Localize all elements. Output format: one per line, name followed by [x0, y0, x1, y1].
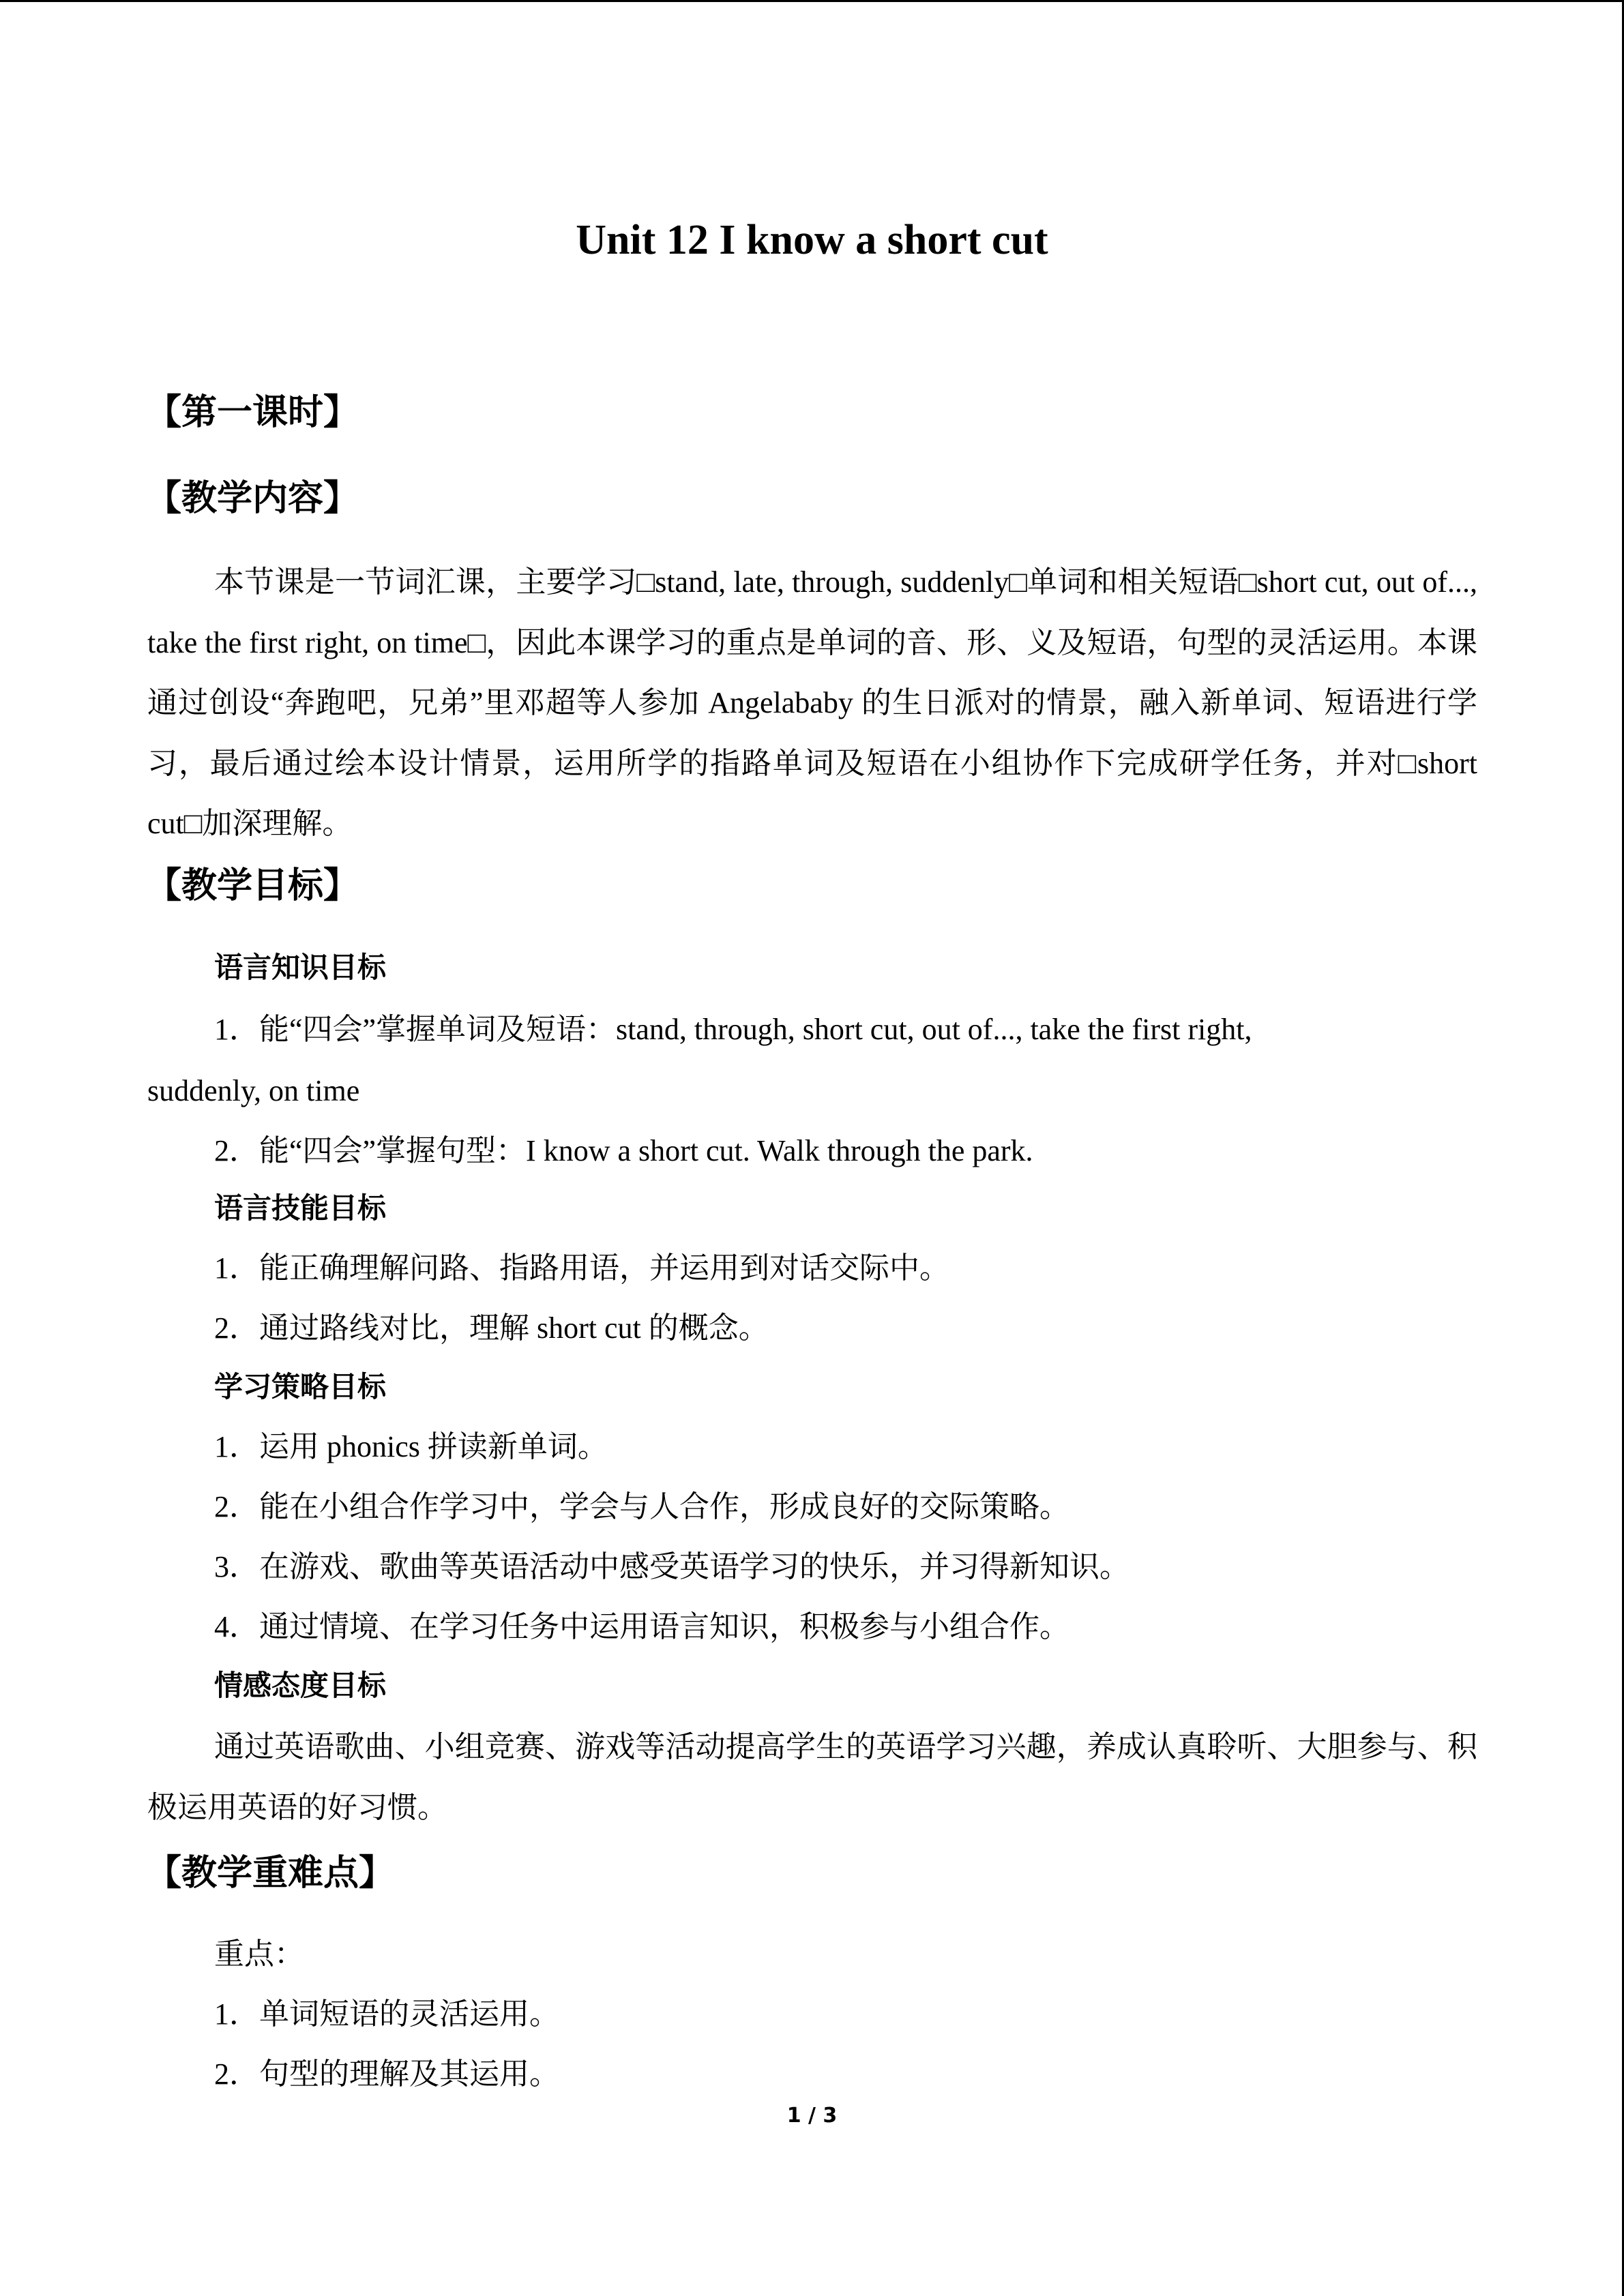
section-heading-objectives: 【教学目标】	[146, 865, 359, 906]
subheading-learning-strategy: 学习策略目标	[214, 1370, 387, 1403]
strategy-item-3: 3．在游戏、歌曲等英语活动中感受英语学习的快乐，并习得新知识。	[214, 1550, 1130, 1583]
content-paragraph: 本节课是一节词汇课，主要学习□stand, late, through, suddenly□单词和相关短语□short cut, out of..., take the first right, on time□，因此本课学习的重点是单词的音、形、义及短语，句型的灵活运用。本课通过创设“奔跑吧，兄弟”里邓超等人参加 Angelababy 的生日派对的情景，融入新单词、短语进行学习，最后通过绘本设计情景，运用所学的指路单词及短语在小组协作下完成研学任务，并对□short cut□加深理解。	[147, 565, 1477, 840]
section-heading-key-points: 【教学重难点】	[146, 1853, 395, 1894]
skills-item-1: 1．能正确理解问路、指路用语，并运用到对话交际中。	[214, 1251, 949, 1285]
knowledge-item-1-line-1: 1．能“四会”掌握单词及短语：stand, through, short cut, out of..., take the first right,	[214, 1013, 1252, 1046]
section-heading-content: 【教学内容】	[146, 478, 359, 519]
key-point-item-1: 1．单词短语的灵活运用。	[214, 1997, 559, 2031]
strategy-item-1: 1．运用 phonics 拼读新单词。	[214, 1430, 608, 1463]
strategy-item-2: 2．能在小组合作学习中，学会与人合作，形成良好的交际策略。	[214, 1490, 1069, 1523]
knowledge-item-1-line-2: suddenly, on time	[147, 1074, 360, 1107]
key-points-label: 重点：	[214, 1937, 304, 1971]
knowledge-item-2: 2．能“四会”掌握句型：I know a short cut. Walk through the park.	[214, 1134, 1033, 1167]
subheading-language-skills: 语言技能目标	[214, 1191, 387, 1225]
page-number: 1 / 3	[786, 2104, 838, 2128]
emotion-attitude-paragraph: 通过英语歌曲、小组竞赛、游戏等活动提高学生的英语学习兴趣，养成认真聆听、大胆参与、积极运用英语的好习惯。	[147, 1730, 1477, 1824]
key-point-item-2: 2．句型的理解及其运用。	[214, 2057, 559, 2091]
page-top-border	[0, 0, 1624, 2]
page-title: Unit 12 I know a short cut	[576, 217, 1048, 263]
strategy-item-4: 4．通过情境、在学习任务中运用语言知识，积极参与小组合作。	[214, 1610, 1069, 1643]
section-heading-lesson: 【第一课时】	[146, 392, 359, 433]
skills-item-2: 2．通过路线对比，理解 short cut 的概念。	[214, 1311, 769, 1345]
subheading-language-knowledge: 语言知识目标	[214, 951, 387, 984]
subheading-emotion-attitude: 情感态度目标	[214, 1669, 387, 1702]
